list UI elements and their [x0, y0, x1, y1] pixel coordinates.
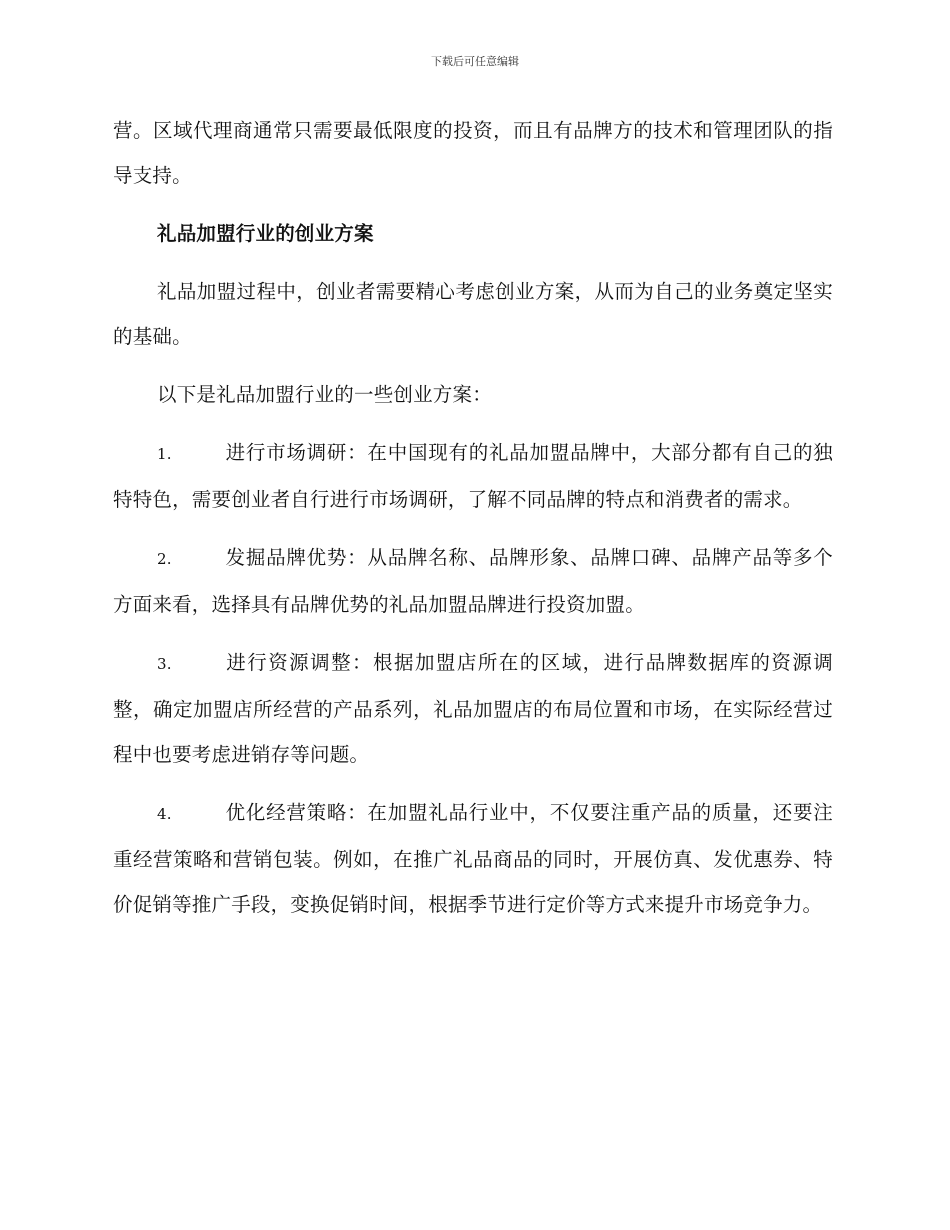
list-item [113, 430, 833, 522]
list-item-number: 1. [157, 445, 172, 463]
list-item [113, 790, 833, 927]
document-body [113, 108, 833, 940]
section-heading: 礼品加盟行业的创业方案 [157, 222, 374, 245]
list-item-number: 3. [157, 655, 172, 673]
list-item [113, 535, 833, 627]
list-item [113, 640, 833, 777]
list-item-number: 2. [157, 550, 172, 568]
paragraph-plan-intro: 礼品加盟过程中，创业者需要精心考虑创业方案，从而为自己的业务奠定坚实的基础。 [113, 280, 833, 348]
intro-paragraph: 营。区域代理商通常只需要最低限度的投资，而且有品牌方的技术和管理团队的指导支持。 [113, 119, 833, 187]
header-note: 下载后可任意编辑 [431, 55, 519, 68]
list-item-text: 进行资源调整：根据加盟店所在的区域，进行品牌数据库的资源调整，确定加盟店所经营的产品系列，礼品加盟店的布局位置和市场，在实际经营过程中也要考虑进销存等问题。 [113, 651, 833, 766]
list-item-text: 发掘品牌优势：从品牌名称、品牌形象、品牌口碑、品牌产品等多个方面来看，选择具有品牌优势的礼品加盟品牌进行投资加盟。 [113, 546, 833, 616]
list-item-text: 优化经营策略：在加盟礼品行业中，不仅要注重产品的质量，还要注重经营策略和营销包装。例如，在推广礼品商品的同时，开展仿真、发优惠券、特价促销等推广手段，变换促销时间，根据季节进行定价等方式来提升市场竞争力。 [113, 801, 833, 916]
list-item-text: 进行市场调研：在中国现有的礼品加盟品牌中，大部分都有自己的独特特色，需要创业者自行进行市场调研，了解不同品牌的特点和消费者的需求。 [113, 441, 833, 511]
list-item-number: 4. [157, 805, 172, 823]
paragraph-list-lead: 以下是礼品加盟行业的一些创业方案： [157, 383, 492, 406]
